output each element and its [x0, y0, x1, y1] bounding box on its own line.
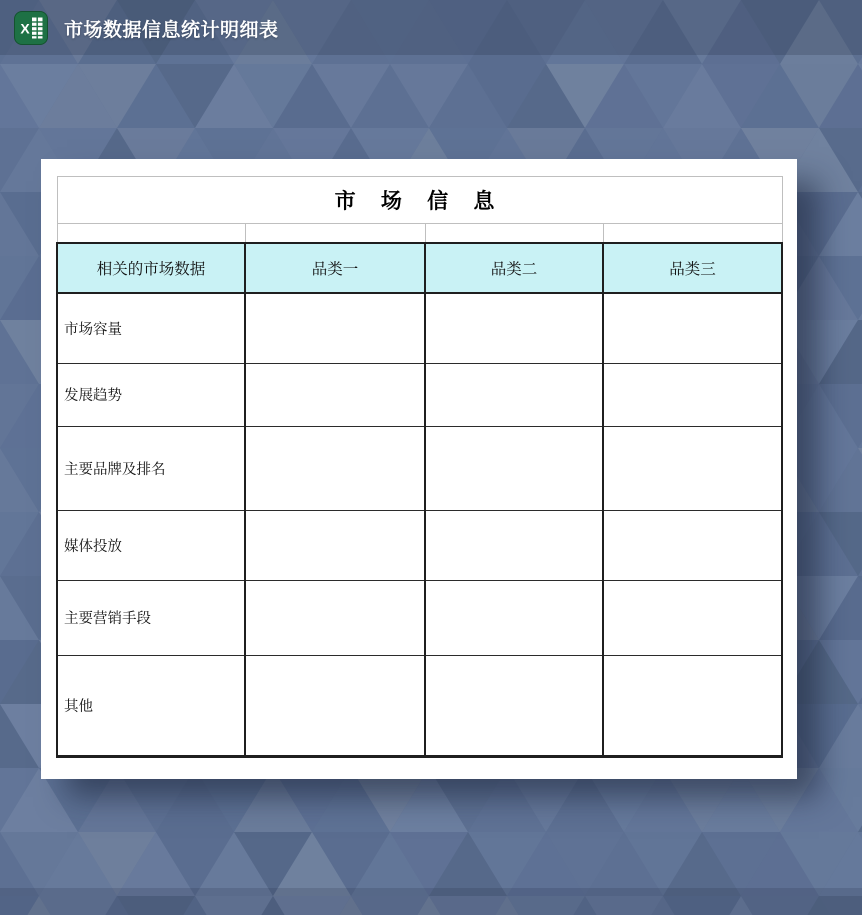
excel-icon	[14, 11, 48, 45]
data-cell[interactable]	[603, 655, 782, 756]
spacer-row	[57, 224, 782, 244]
row-label: 主要品牌及排名	[57, 426, 245, 510]
titlebar	[14, 11, 279, 45]
data-cell[interactable]	[425, 426, 603, 510]
data-cell[interactable]	[425, 363, 603, 426]
table-title: 市 场 信 息	[57, 177, 782, 224]
sheet-card	[41, 159, 797, 779]
header-market-data: 相关的市场数据	[57, 243, 245, 293]
table-row-media-placement	[57, 510, 782, 580]
spacer-cell	[425, 224, 603, 244]
table-header-row	[57, 243, 782, 293]
data-cell[interactable]	[603, 510, 782, 580]
row-label: 发展趋势	[57, 363, 245, 426]
market-info-table	[56, 176, 783, 758]
table-row-marketing-methods	[57, 580, 782, 655]
document-title: 市场数据信息统计明细表	[64, 19, 279, 41]
table-row-main-brands-ranking	[57, 426, 782, 510]
data-cell[interactable]	[245, 426, 425, 510]
spacer-cell	[603, 224, 782, 244]
row-label: 主要营销手段	[57, 580, 245, 655]
data-cell[interactable]	[425, 580, 603, 655]
data-cell[interactable]	[245, 510, 425, 580]
data-cell[interactable]	[603, 363, 782, 426]
spacer-cell	[245, 224, 425, 244]
table-row-development-trend	[57, 363, 782, 426]
row-label: 其他	[57, 655, 245, 756]
row-label: 市场容量	[57, 293, 245, 363]
spacer-cell	[57, 224, 245, 244]
data-cell[interactable]	[425, 293, 603, 363]
data-cell[interactable]	[245, 580, 425, 655]
data-cell[interactable]	[425, 655, 603, 756]
table-row-other	[57, 655, 782, 756]
table-row-market-capacity	[57, 293, 782, 363]
bottom-shade-strip	[0, 888, 862, 915]
data-cell[interactable]	[603, 293, 782, 363]
data-cell[interactable]	[245, 293, 425, 363]
data-cell[interactable]	[245, 363, 425, 426]
row-label: 媒体投放	[57, 510, 245, 580]
header-category-2: 品类二	[425, 243, 603, 293]
data-cell[interactable]	[425, 510, 603, 580]
data-cell[interactable]	[245, 655, 425, 756]
table-title-row	[57, 177, 782, 224]
svg-text:X: X	[20, 20, 30, 37]
data-cell[interactable]	[603, 580, 782, 655]
header-category-3: 品类三	[603, 243, 782, 293]
header-category-1: 品类一	[245, 243, 425, 293]
data-cell[interactable]	[603, 426, 782, 510]
